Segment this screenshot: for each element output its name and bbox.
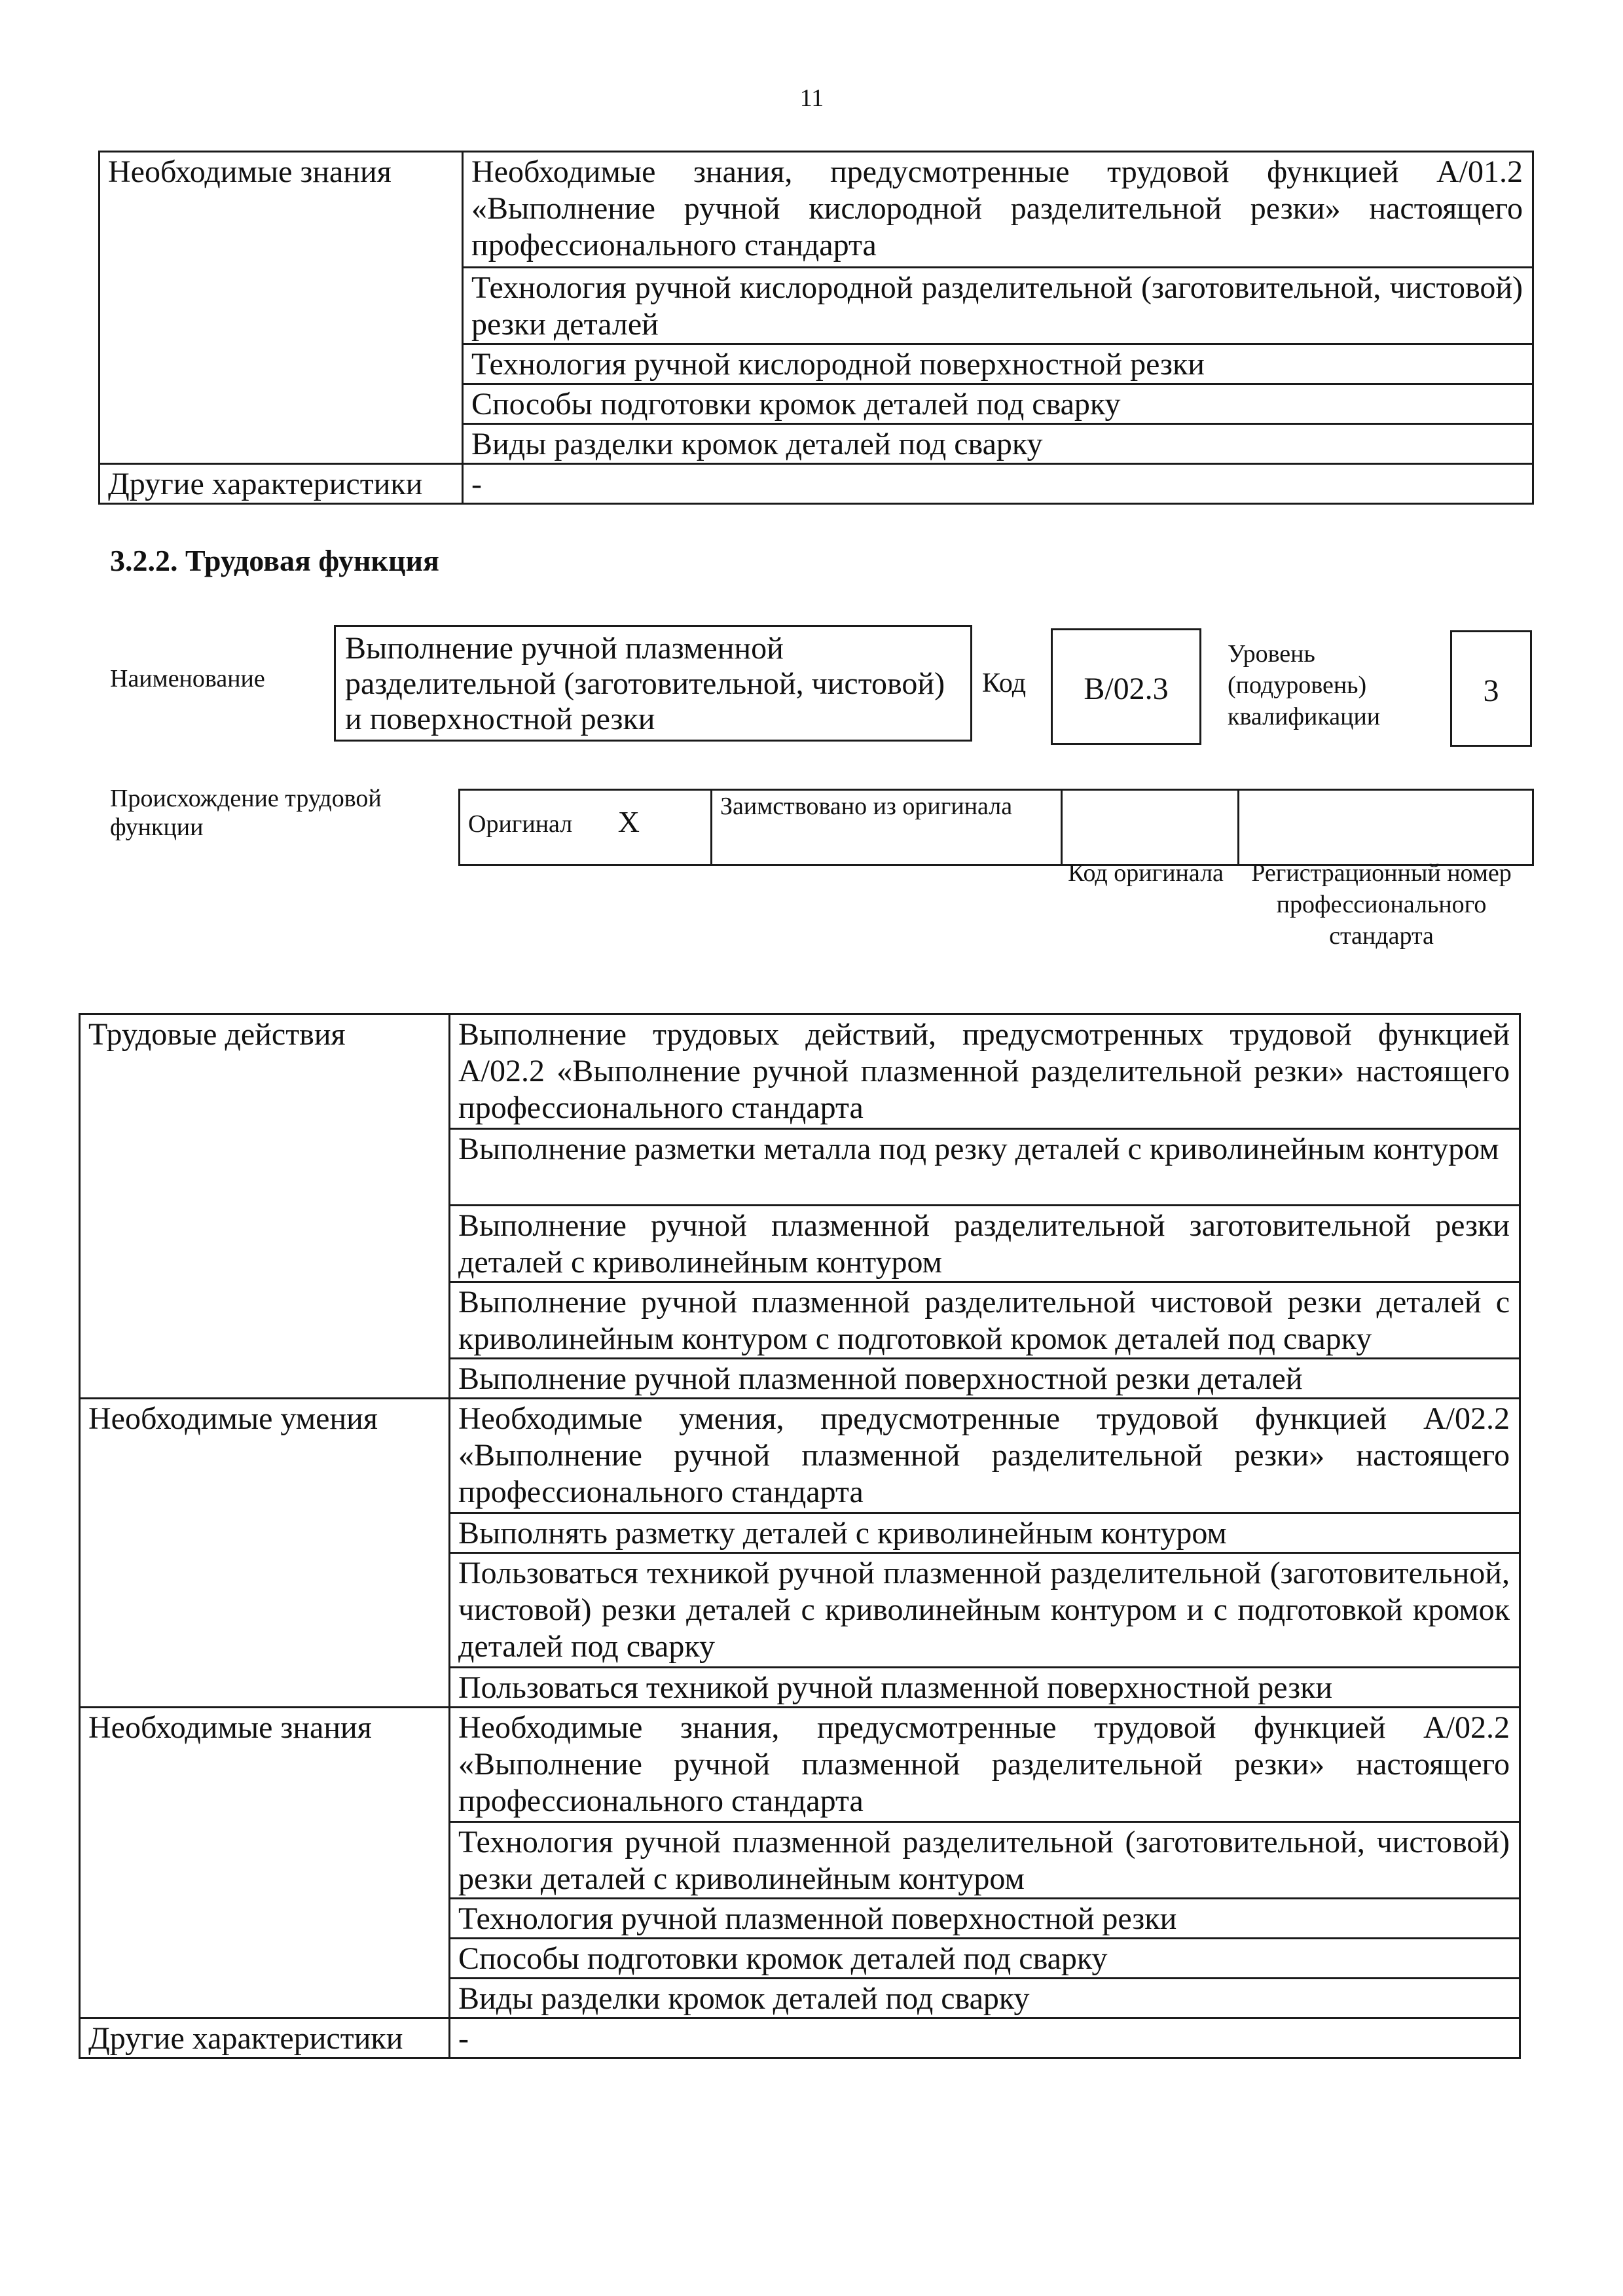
row-label: Другие характеристики [100, 464, 463, 504]
original-cell [460, 790, 712, 865]
level-value: 3 [1483, 673, 1499, 708]
row-label: Трудовые действия [80, 1014, 450, 1399]
table-cell: Пользоваться техникой ручной плазменной поверхностной резки [450, 1668, 1520, 1708]
original-label: Оригинал [468, 810, 573, 838]
code-label: Код [982, 668, 1027, 698]
origin-table [458, 789, 1534, 866]
table-cell: Виды разделки кромок деталей под сварку [463, 424, 1533, 464]
origin-label: Происхождение трудовой функции [110, 785, 382, 841]
table-cell: Способы подготовки кромок деталей под сварку [450, 1939, 1520, 1979]
table-cell: Выполнение разметки металла под резку деталей с криволинейным контуром [450, 1129, 1520, 1206]
table-cell: Необходимые знания, предусмотренные трудовой функцией А/02.2 «Выполнение ручной плазменной разделительной резки» настоящего профессионального стандарта [450, 1708, 1520, 1822]
table-cell: - [463, 464, 1533, 504]
reg-number-cell [1239, 790, 1533, 865]
borrowed-cell: Заимствовано из оригинала [712, 790, 1062, 865]
table-cell: Способы подготовки кромок деталей под сварку [463, 384, 1533, 424]
table-cell: Выполнение трудовых действий, предусмотренных трудовой функцией А/02.2 «Выполнение ручной плазменной разделительной резки» настоящего профессионального стандарта [450, 1014, 1520, 1129]
table-cell: Выполнение ручной плазменной разделительной заготовительной резки деталей с криволинейным контуром [450, 1206, 1520, 1282]
original-code-cell [1062, 790, 1239, 865]
section-heading: 3.2.2. Трудовая функция [110, 544, 439, 577]
name-label: Наименование [110, 665, 265, 692]
row-label: Необходимые умения [80, 1399, 450, 1708]
reg-caption: Регистрационный номер профессионального стандарта [1251, 859, 1512, 950]
table-cell: Технология ручной кислородной разделительной (заготовительной, чистовой) резки деталей [463, 268, 1533, 344]
table-cell: Выполнение ручной плазменной разделительной чистовой резки деталей с криволинейным контуром с подготовкой кромок деталей под сварку [450, 1282, 1520, 1359]
page-number: 11 [799, 84, 824, 112]
function-name-box [334, 625, 972, 742]
table-cell: Выполнять разметку деталей с криволинейным контуром [450, 1513, 1520, 1553]
table-cell: Виды разделки кромок деталей под сварку [450, 1979, 1520, 2018]
level-label: Уровень (подуровень) квалификации [1228, 640, 1381, 730]
knowledge-table-a01 [98, 151, 1534, 505]
code-box [1051, 628, 1201, 745]
table-cell: Необходимые знания, предусмотренные трудовой функцией А/01.2 «Выполнение ручной кислородной разделительной резки» настоящего профессионального стандарта [463, 152, 1533, 268]
table-cell: Технология ручной плазменной поверхностной резки [450, 1899, 1520, 1939]
code-caption: Код оригинала [1068, 859, 1224, 887]
function-code: В/02.3 [1084, 672, 1169, 706]
table-cell: Технология ручной плазменной разделительной (заготовительной, чистовой) резки деталей с криволинейным контуром [450, 1822, 1520, 1899]
table-cell: Технология ручной кислородной поверхностной резки [463, 344, 1533, 384]
function-b02-table [79, 1013, 1521, 2059]
row-label: Другие характеристики [80, 2018, 450, 2058]
row-label: Необходимые знания [100, 152, 463, 464]
table-cell: - [450, 2018, 1520, 2058]
table-cell: Выполнение ручной плазменной поверхностной резки деталей [450, 1359, 1520, 1399]
table-cell: Пользоваться техникой ручной плазменной разделительной (заготовительной, чистовой) резки деталей с криволинейным контуром и с подготовкой кромок деталей под сварку [450, 1553, 1520, 1668]
level-box [1450, 630, 1532, 747]
table-cell: Необходимые умения, предусмотренные трудовой функцией А/02.2 «Выполнение ручной плазменной разделительной резки» настоящего профессионального стандарта [450, 1399, 1520, 1513]
row-label: Необходимые знания [80, 1708, 450, 2018]
original-mark: X [617, 805, 640, 838]
function-name: Выполнение ручной плазменной разделительной (заготовительной, чистовой) и поверхностной резки [345, 631, 945, 736]
